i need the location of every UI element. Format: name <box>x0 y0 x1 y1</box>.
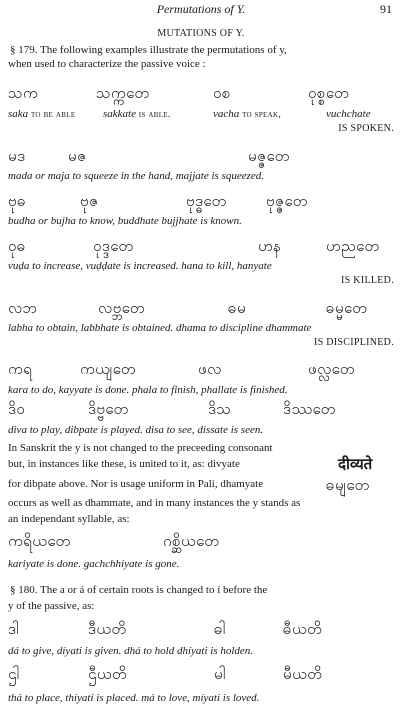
burmese-word: မဇ <box>68 147 87 165</box>
burmese-word: ဖလ္လတေ <box>308 360 355 378</box>
burmese-word: ကရ <box>8 360 33 378</box>
burmese-word: ဗုဒ္ဓတေ <box>186 192 227 210</box>
burmese-word: ဗုဇ္ဇတေ <box>266 192 308 210</box>
burmese-word: ဓါ <box>214 620 226 638</box>
gloss-word: saka <box>8 108 29 120</box>
burmese-word: မါ <box>214 665 226 683</box>
row1-continued: IS SPOKEN. <box>338 123 394 134</box>
row5-gloss: labha to obtain, labbhate is obtained. dhama to discipline dhammate <box>8 322 312 334</box>
burmese-word: သက <box>8 84 39 102</box>
row3-gloss: budha or bujha to know, buddhate bujjhate is known. <box>8 215 242 227</box>
burmese-word: ဂစ္ဆိယတေ <box>163 532 220 550</box>
gloss-word: sakkate <box>103 108 136 120</box>
para-line: an independant syllable, as: <box>8 513 130 525</box>
section-heading: MUTATIONS OF Y. <box>157 28 245 39</box>
gloss-text: to be able <box>28 109 76 120</box>
sec179-line1: § 179. The following examples illustrate the permutations of y, <box>10 44 287 56</box>
burmese-word: ဓမ္မတေ <box>326 299 368 317</box>
burmese-word: ဝုဒ္ဒတေ <box>93 237 134 255</box>
row2-gloss: mada or maja to squeeze in the hand, majjate is squeezed. <box>8 170 265 182</box>
row10-gloss: thá to place, thíyati is placed. má to love, míyati is loved. <box>8 692 260 704</box>
gloss-text: is able. <box>135 109 171 120</box>
para-line: for dibpate above. Nor is usage uniform in Pali, dhamyate <box>8 478 264 490</box>
burmese-word: လဘ <box>8 299 38 317</box>
gloss-word: vacha <box>213 108 240 120</box>
burmese-word: ဌါ <box>8 665 20 683</box>
row6-gloss: kara to do, kayyate is done. phala to finish, phallate is finished. <box>8 384 288 396</box>
gloss-word: vuchchate <box>326 108 371 120</box>
inline-burmese-dhamyate: ဓမျတေ <box>326 476 370 494</box>
burmese-word: မဇ္ဇတေ <box>248 147 290 165</box>
burmese-word: မီယတိ <box>283 665 323 683</box>
burmese-word: ကရိယတေ <box>8 532 71 550</box>
burmese-word: လဗ္ဘတေ <box>98 299 145 317</box>
row4-gloss: vuḍa to increase, vuḍḍate is increased. hana to kill, hanyate <box>8 260 272 272</box>
burmese-word: ဟညတေ <box>326 237 380 255</box>
burmese-word: ကယျတေ <box>80 360 136 378</box>
sec179-line2: when used to characterize the passive voice : <box>8 58 206 70</box>
para-line: but, in instances like these, is united to it, as: divyate <box>8 458 240 470</box>
para-line: In Sanskrit the y is not changed to the preceeding consonant <box>8 442 273 454</box>
sec180-line1: § 180. The a or á of certain roots is changed to í before the <box>10 584 268 596</box>
row9-gloss: dá to give, díyati is given. dhá to hold dhíyati is holden. <box>8 645 254 657</box>
burmese-word: ဒိဝ <box>8 400 26 418</box>
book-page <box>8 2 394 713</box>
running-title: Permutations of Y. <box>156 2 246 16</box>
running-header <box>8 2 394 18</box>
burmese-word: သက္ကတေ <box>96 84 150 102</box>
burmese-word: ဒါ <box>8 620 19 638</box>
burmese-word: ဓမ <box>228 299 247 317</box>
burmese-word: ဗုဓ <box>8 192 27 210</box>
devanagari-divyate: दीव्यते <box>338 455 373 473</box>
burmese-word: ဖလ <box>198 360 222 378</box>
row4-continued: IS KILLED. <box>341 275 394 286</box>
row7-gloss: diva to play, dibpate is played. disa to see, dissate is seen. <box>8 424 264 436</box>
gloss-text: to speak, <box>239 109 282 120</box>
burmese-word: ဝစ <box>213 84 231 102</box>
burmese-word: ဒိဿတေ <box>283 400 336 418</box>
burmese-word: ဌီယတိ <box>88 665 127 683</box>
burmese-word: ဗုဇ <box>80 192 99 210</box>
row5-continued: IS DISCIPLINED. <box>313 337 394 348</box>
burmese-word: ဒီယတိ <box>88 620 127 638</box>
burmese-word: ဝုဓ <box>8 237 26 255</box>
row8-gloss: kariyate is done. gachchhiyate is gone. <box>8 558 180 570</box>
page-number: 91 <box>380 2 392 16</box>
burmese-word: မဒ <box>8 147 26 165</box>
burmese-word: ဒိသ <box>208 400 232 418</box>
para-line: occurs as well as dhammate, and in many instances the y stands as <box>8 497 301 509</box>
burmese-word: ဒိဗ္ဗတေ <box>88 400 129 418</box>
burmese-word: ဟန <box>258 237 282 255</box>
sec180-line2: y of the passive, as: <box>8 600 95 612</box>
burmese-word: ဓီယတိ <box>283 620 323 638</box>
burmese-word: ဝုစ္စတေ <box>308 84 350 102</box>
